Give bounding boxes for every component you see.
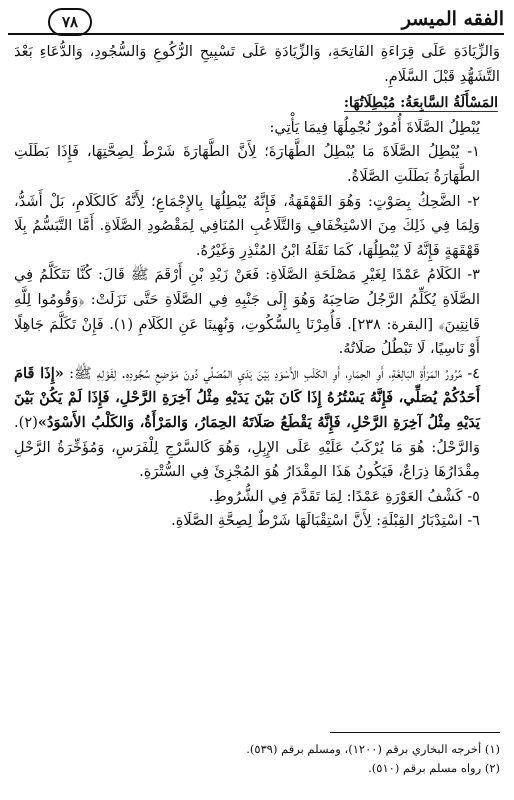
intro-paragraph: وَالزِّيَادَةِ عَلَى قِرَاءَةِ الفَاتِحَةِ، وَالزِّيَادَةِ عَلَى تَسْبِيحِ الرُّكُوعِ وَالسُّجُودِ، وَالدُّعَاءِ بَعْدَ التَّشَهُّدِ قَبْلَ السَّلَامِ. (14, 43, 500, 85)
nullifiers-intro: يُبْطِلُ الصَّلَاةَ أُمُورٌ نُجْمِلُهَا فِيمَا يَأْتِي: (269, 118, 480, 136)
list-item-3: ٣- الكَلَامُ عَمْدًا لِغَيْرِ مَصْلَحَةِ الصَّلَاةِ: فَعَنْ زَيْدِ بْنِ أَرْقَمَ ﷺ قَالَ: كُنَّا نَتَكَلَّمُ فِي الصَّلَاةِ يُكَلِّمُ الرَّجُلُ صَاحِبَهُ وَهُوَ إِلَى جَنْبِهِ فِي الصَّلَاةِ حَتَّى نَزَلَتْ: ﴿وَقُومُوا لِلَّهِ قَانِتِينَ﴾ [البقرة: ٢٣٨]. فَأُمِرْنَا بِالسُّكُوتِ، وَنُهِينَا عَنِ الكَلَامِ (١). فَإِنْ تَكَلَّمَ جَاهِلًا أَوْ نَاسِيًا، لَا تَبْطُلُ صَلَاتُهُ. (14, 266, 480, 358)
list-item-4-text: ٤- مُرُورُ المَرْأَةِ البَالِغَةِ، أَوِ الحِمَارِ، أَوِ الكَلْبِ الأَسْوَدِ بَيْنَ يَدَيِ المُصَلِّي دُونَ مَوْضِعِ سُجُودِهِ. لِقَوْلِهِ ﷺ: (69, 364, 480, 382)
hadith-quote: «إِذَا قَامَ أَحَدُكُمْ يُصَلِّي، فَإِنَّهُ يَسْتُرُهُ إِذَا كَانَ بَيْنَ يَدَيْهِ مِثْلُ آخِرَةِ الرَّحْلِ، فَإِذَا لَمْ يَكُنْ بَيْنَ يَدَيْهِ مِثْلُ آخِرَةِ الرَّحْلِ، فَإِنَّهُ يَقْطَعُ صَلَاتَهُ الحِمَارُ، وَالمَرْأَةُ، وَالكَلْبُ الأَسْوَدُ» (14, 364, 480, 431)
book-title: الفقه الميسر (401, 8, 504, 30)
header-divider (8, 33, 504, 35)
list-item-4-continuation: (٢). وَالرَّحْلُ: هُوَ مَا يُرْكَبُ عَلَيْهِ عَلَى الإِبِلِ، وَهُوَ كَالسَّرْجِ لِلْفَرَسِ، وَمُؤَخِّرَةُ الرَّحْلِ مِقْدَارُهَا ذِرَاعٌ، فَيَكُونُ هَذَا المِقْدَارُ هُوَ المُجْزِئَ فِي السُّتْرَةِ. (14, 413, 480, 481)
section-heading-text: المَسْأَلَةُ السَّابِعَةُ: مُبْطِلَاتُهَا: (343, 95, 498, 112)
page-number: ٧٨ (48, 8, 92, 36)
footnote-2: (٢) رواه مسلم برقم (٥١٠). (368, 761, 500, 775)
list-item-2: ٢- الضَّحِكُ بِصَوْتٍ: وَهُوَ القَهْقَهَةُ، فَإِنَّهُ يُبْطِلُهَا بِالإِجْمَاعِ؛ لِأَنَّهُ كَالكَلَامِ، بَلْ أَشَدُّ، وَلِمَا فِي ذَلِكَ مِنَ الاسْتِخْفَافِ وَالتَّلَاعُبِ المُنَافِي لِمَقْصُودِ الصَّلَاةِ. أَمَّا التَّبَسُّمُ بِلَا قَهْقَهَةٍ فَإِنَّهُ لَا يُبْطِلُهَا، كَمَا نَقَلَهُ ابْنُ المُنْذِرِ وَغَيْرُهُ. (14, 192, 480, 259)
list-item-4 (14, 362, 500, 485)
list-item-1: ١- يُبْطِلُ الصَّلَاةَ مَا يُبْطِلُ الطَّهَارَةَ؛ لِأَنَّ الطَّهَارَةَ شَرْطٌ لِصِحَّتِهَا، فَإِذَا بَطَلَتِ الطَّهَارَةُ بَطَلَتِ الصَّلَاةُ. (14, 143, 480, 185)
list-item-5: ٥- كَشْفُ العَوْرَةِ عَمْدًا: لِمَا تَقَدَّمَ فِي الشُّرُوطِ. (208, 487, 480, 505)
footnote-1: (١) أخرجه البخاري برقم (١٢٠٠)، ومسلم برقم (٥٣٩). (246, 742, 500, 756)
footnotes (14, 740, 500, 778)
list-item-6: ٦- اسْتِدْبَارُ القِبْلَةِ: لِأَنَّ اسْتِقْبَالَهَا شَرْطٌ لِصِحَّةِ الصَّلَاةِ. (171, 512, 480, 530)
main-text (14, 40, 500, 534)
section-heading (14, 91, 500, 116)
footnote-divider (330, 732, 500, 733)
